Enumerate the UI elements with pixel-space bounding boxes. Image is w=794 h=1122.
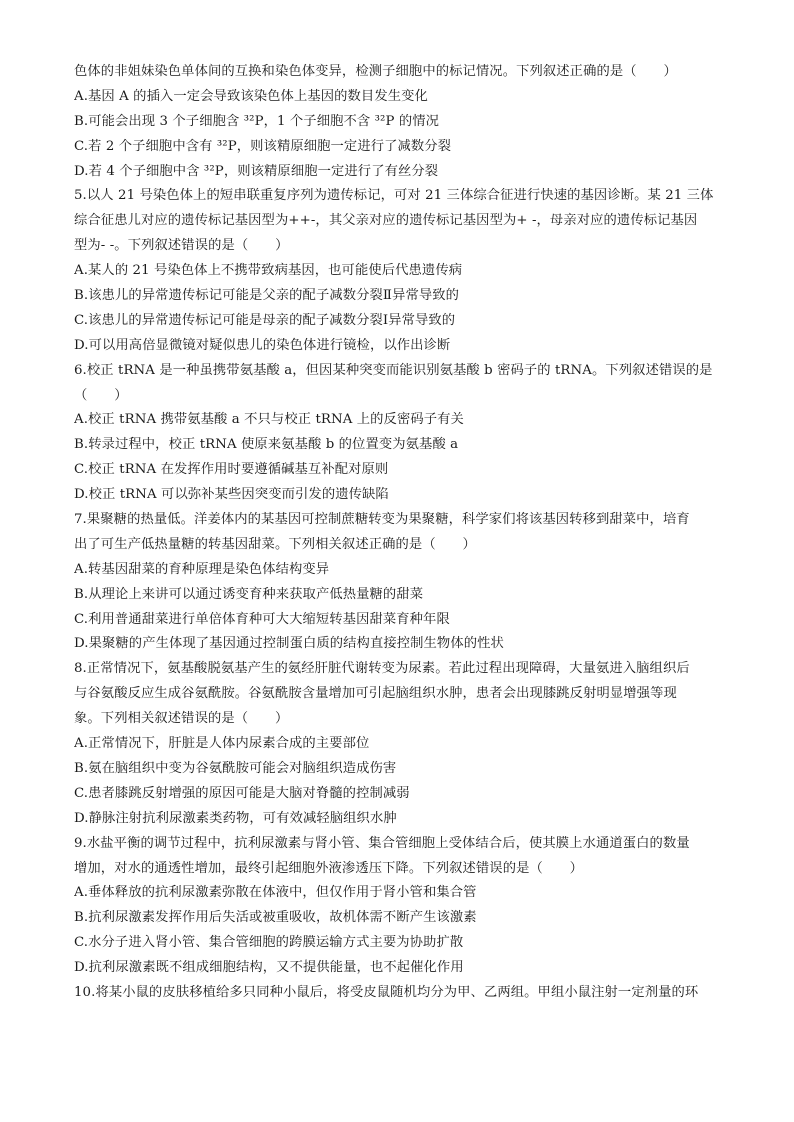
q5-b: B.该患儿的异常遗传标记可能是父亲的配子减数分裂Ⅱ异常导致的 <box>74 288 460 304</box>
q5-a: A.某人的 21 号染色体上不携带致病基因，也可能使后代患遗传病 <box>74 263 463 279</box>
q8-c: C.患者膝跳反射增强的原因可能是大脑对脊髓的控制减弱 <box>74 785 410 801</box>
q4-d: D.若 4 个子细胞中含 ³²P，则该精原细胞一定进行了有丝分裂 <box>74 163 439 179</box>
q8-stem-3: 象。下列相关叙述错误的是（ ） <box>74 711 289 727</box>
q6-a: A.校正 tRNA 携带氨基酸 a 不只与校正 tRNA 上的反密码子有关 <box>74 412 464 428</box>
q9-d: D.抗利尿激素既不组成细胞结构，又不提供能量，也不起催化作用 <box>74 960 464 976</box>
q7-stem-2: 出了可生产低热量糖的转基因甜菜。下列相关叙述正确的是（ ） <box>74 536 476 552</box>
q6-stem-1: 6.校正 tRNA 是一种虽携带氨基酸 a，但因某种突变而能识别氨基酸 b 密码子的 tRNA。下列叙述错误的是 <box>74 362 713 378</box>
q8-a: A.正常情况下，肝脏是人体内尿素合成的主要部位 <box>74 736 370 752</box>
q4-c: C.若 2 个子细胞中含有 ³²P，则该精原细胞一定进行了减数分裂 <box>74 138 452 154</box>
q4-stem-cont: 色体的非姐妹染色单体间的互换和染色体变异，检测子细胞中的标记情况。下列叙述正确的是（ ） <box>74 64 677 79</box>
exam-page <box>74 60 724 1006</box>
q7-b: B.从理论上来讲可以通过诱变育种来获取产低热量糖的甜菜 <box>74 586 424 602</box>
q6-c: C.校正 tRNA 在发挥作用时要遵循碱基互补配对原则 <box>74 462 389 478</box>
q10-stem-1: 10.将某小鼠的皮肤移植给多只同种小鼠后，将受皮鼠随机均分为甲、乙两组。甲组小鼠注射一定剂量的环 <box>74 984 699 1000</box>
q7-stem-1: 7.果聚糖的热量低。洋姜体内的某基因可控制蔗糖转变为果聚糖，科学家们将该基因转移到甜菜中，培育 <box>74 512 690 528</box>
q8-stem-1: 8.正常情况下，氨基酸脱氨基产生的氨经肝脏代谢转变为尿素。若此过程出现障碍，大量氨进入脑组织后 <box>74 661 690 677</box>
q5-d: D.可以用高倍显微镜对疑似患儿的染色体进行镜检，以作出诊断 <box>74 337 451 353</box>
q8-b: B.氨在脑组织中变为谷氨酰胺可能会对脑组织造成伤害 <box>74 760 397 776</box>
q7-a: A.转基因甜菜的育种原理是染色体结构变异 <box>74 561 330 577</box>
q9-b: B.抗利尿激素发挥作用后失活或被重吸收，故机体需不断产生该激素 <box>74 910 477 926</box>
q4-b: B.可能会出现 3 个子细胞含 ³²P，1 个子细胞不含 ³²P 的情况 <box>74 113 440 129</box>
q7-d: D.果聚糖的产生体现了基因通过控制蛋白质的结构直接控制生物体的性状 <box>74 636 504 652</box>
q9-a: A.垂体释放的抗利尿激素弥散在体液中，但仅作用于肾小管和集合管 <box>74 885 477 901</box>
q4-a: A.基因 A 的插入一定会导致该染色体上基因的数目发生变化 <box>74 88 428 104</box>
q9-stem-2: 增加，对水的通透性增加，最终引起细胞外液渗透压下降。下列叙述错误的是（ ） <box>74 860 584 876</box>
q9-c: C.水分子进入肾小管、集合管细胞的跨膜运输方式主要为协助扩散 <box>74 935 464 951</box>
q5-c: C.该患儿的异常遗传标记可能是母亲的配子减数分裂Ⅰ异常导致的 <box>74 312 456 328</box>
q5-stem-3: 型为- -。下列叙述错误的是（ ） <box>74 238 289 254</box>
q8-stem-2: 与谷氨酸反应生成谷氨酰胺。谷氨酰胺含量增加可引起脑组织水肿，患者会出现膝跳反射明显增强等现 <box>74 686 677 702</box>
q6-d: D.校正 tRNA 可以弥补某些因突变而引发的遗传缺陷 <box>74 487 389 503</box>
q7-c: C.利用普通甜菜进行单倍体育种可大大缩短转基因甜菜育种年限 <box>74 611 450 627</box>
q6-b: B.转录过程中，校正 tRNA 使原来氨基酸 b 的位置变为氨基酸 a <box>74 437 459 453</box>
q5-stem-2: 综合征患儿对应的遗传标记基因型为++-，其父亲对应的遗传标记基因型为+ -，母亲对应的遗传标记基因 <box>74 213 698 229</box>
q9-stem-1: 9.水盐平衡的调节过程中，抗利尿激素与肾小管、集合管细胞上受体结合后，使其膜上水通道蛋白的数量 <box>74 835 690 851</box>
q5-stem-1: 5.以人 21 号染色体上的短串联重复序列为遗传标记，可对 21 三体综合征进行快速的基因诊断。某 21 三体 <box>74 188 714 204</box>
q8-d: D.静脉注射抗利尿激素类药物，可有效减轻脑组织水肿 <box>74 810 397 826</box>
q6-stem-2: （ ） <box>74 387 128 403</box>
